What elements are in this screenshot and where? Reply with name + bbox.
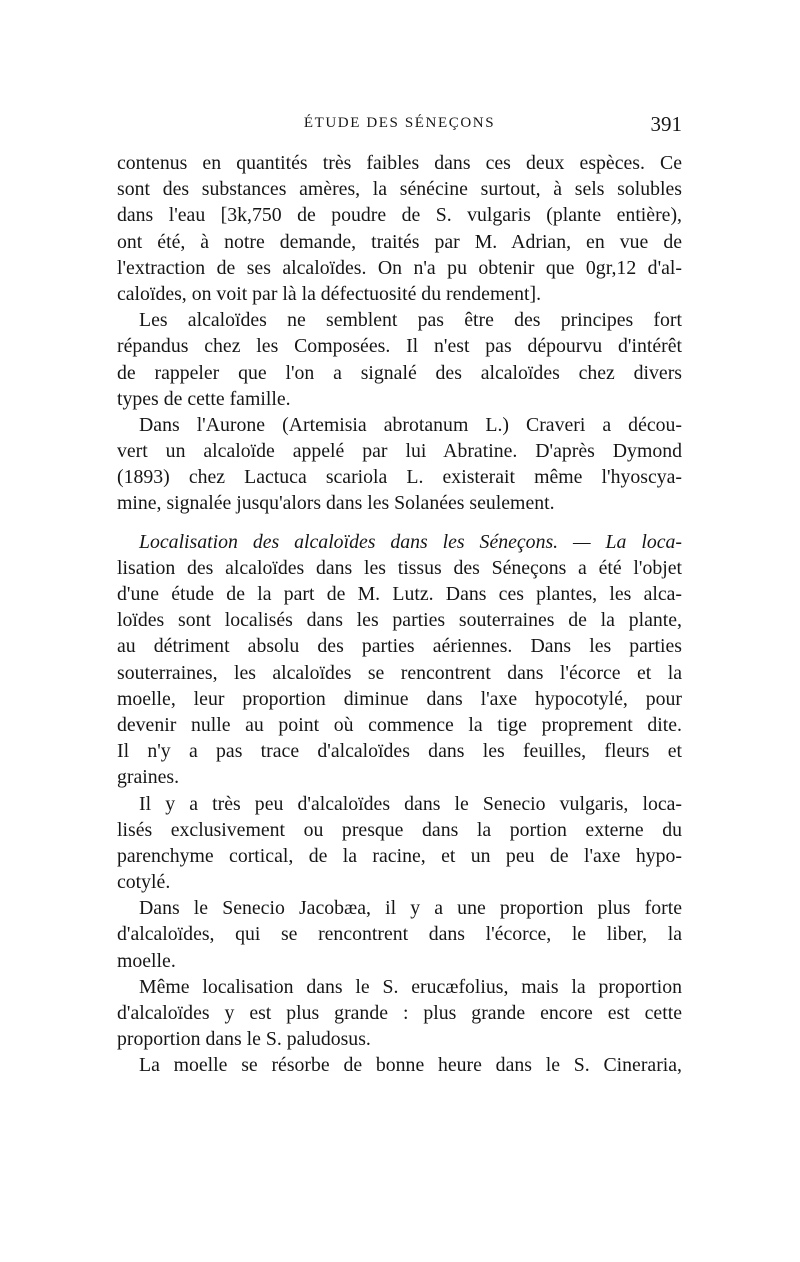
page-header — [117, 112, 682, 142]
text-line: sont des substances amères, la sénécine surtout, à sels solubles — [117, 178, 682, 201]
text-line: cotylé. — [117, 871, 171, 894]
paragraph — [117, 412, 682, 517]
text-line: dans l'eau [3k,750 de poudre de S. vulgaris (plante entière), — [117, 204, 682, 227]
text-line: Même localisation dans le S. erucæfolius, mais la proportion — [139, 975, 682, 998]
text-line: répandus chez les Composées. Il n'est pas dépourvu d'intérêt — [117, 335, 682, 358]
text-line: moelle, leur proportion diminue dans l'axe hypocotylé, pour — [117, 687, 682, 710]
text-line: (1893) chez Lactuca scariola L. existerait même l'hyoscya- — [117, 466, 682, 489]
text-line: contenus en quantités très faibles dans ces deux espèces. Ce — [117, 152, 682, 174]
text-line: souterraines, les alcaloïdes se rencontrent dans l'écorce et la — [117, 661, 682, 684]
section-heading-line: Localisation des alcaloïdes dans les Séneçons. — La loca- — [139, 530, 682, 553]
text-line: ont été, à notre demande, traités par M. Adrian, en vue de — [117, 230, 682, 253]
text-line: Dans le Senecio Jacobæa, il y a une proportion plus forte — [139, 897, 682, 920]
text-line: moelle. — [117, 949, 176, 972]
text-line: La moelle se résorbe de bonne heure dans le S. Cineraria, — [139, 1054, 682, 1077]
text-line: d'alcaloïdes, qui se rencontrent dans l'écorce, le liber, la — [117, 923, 682, 946]
paragraph — [117, 791, 682, 896]
text-line: loïdes sont localisés dans les parties souterraines de la plante, — [117, 609, 682, 632]
text-line: types de cette famille. — [117, 387, 291, 410]
paragraph — [117, 307, 682, 412]
text-line: Il y a très peu d'alcaloïdes dans le Senecio vulgaris, loca- — [139, 792, 682, 815]
page-number: 391 — [650, 112, 682, 136]
text-line: lisation des alcaloïdes dans les tissus des Séneçons a été l'objet — [117, 556, 682, 579]
text-line: devenir nulle au point où commence la tige proprement dite. — [117, 713, 682, 736]
paragraph — [117, 895, 682, 974]
text-line: d'une étude de la part de M. Lutz. Dans ces plantes, les alca- — [117, 583, 682, 605]
text-line: graines. — [117, 766, 180, 789]
text-line: vert un alcaloïde appelé par lui Abratine. D'après Dymond — [117, 440, 682, 463]
text-line: de rappeler que l'on a signalé des alcaloïdes chez divers — [117, 361, 682, 384]
body-text — [117, 150, 682, 1079]
text-line: Dans l'Aurone (Artemisia abrotanum L.) Craveri a décou- — [139, 413, 682, 436]
paragraph — [117, 1052, 682, 1078]
section-gap — [117, 517, 682, 529]
text-line: l'extraction de ses alcaloïdes. On n'a pu obtenir que 0gr,12 d'al- — [117, 256, 682, 279]
text-line: au détriment absolu des parties aériennes. Dans les parties — [117, 635, 682, 658]
paragraph — [117, 150, 682, 307]
text-line: parenchyme cortical, de la racine, et un peu de l'axe hypo- — [117, 844, 682, 867]
paragraph — [117, 974, 682, 1053]
paragraph — [117, 529, 682, 791]
text-line: Les alcaloïdes ne semblent pas être des principes fort — [139, 309, 682, 332]
text-line: lisés exclusivement ou presque dans la portion externe du — [117, 818, 682, 841]
text-line: caloïdes, on voit par là la défectuosité du rendement]. — [117, 282, 542, 305]
text-line: Il n'y a pas trace d'alcaloïdes dans les feuilles, fleurs et — [117, 740, 682, 763]
text-line: mine, signalée jusqu'alors dans les Solanées seulement. — [117, 492, 555, 515]
text-line: proportion dans le S. paludosus. — [117, 1028, 371, 1051]
text-line: d'alcaloïdes y est plus grande : plus grande encore est cette — [117, 1002, 682, 1024]
running-title: ÉTUDE DES SÉNEÇONS — [303, 115, 496, 131]
